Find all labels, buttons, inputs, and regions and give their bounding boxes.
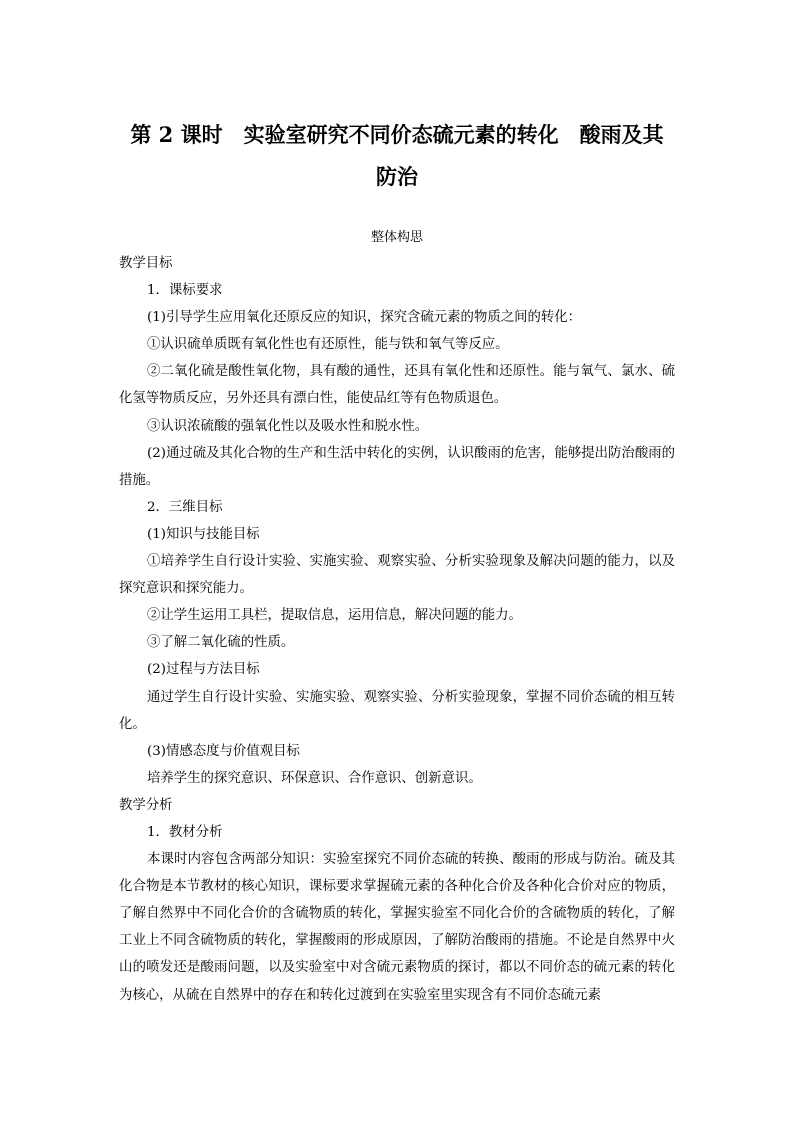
paragraph: 通过学生自行设计实验、实施实验、观察实验、分析实验现象，掌握不同价态硫的相互转化。 — [119, 689, 675, 732]
paragraph: ③认识浓硫酸的强氧化性以及吸水性和脱水性。 — [147, 418, 429, 434]
paragraph: (2)过程与方法目标 — [147, 662, 260, 678]
lesson-title-line-1: 第 2 课时 实验室研究不同价态硫元素的转化 酸雨及其 — [130, 122, 664, 147]
paragraph: ①培养学生自行设计实验、实施实验、观察实验、分析实验现象及解决问题的能力，以及探究意识和探究能力。 — [119, 554, 675, 597]
section-subtitle: 整体构思 — [370, 230, 423, 245]
section-heading-teaching-analysis: 教学分析 — [119, 797, 173, 813]
paragraph: (1)引导学生应用氧化还原反应的知识，探究含硫元素的物质之间的转化： — [147, 310, 582, 326]
lesson-title-line-2: 防治 — [376, 164, 418, 189]
subheading-textbook-analysis: 1．教材分析 — [147, 824, 223, 840]
paragraph: ②二氧化硫是酸性氧化物，具有酸的通性，还具有氧化性和还原性。能与氧气、氯水、硫化氢等物质反应，另外还具有漂白性，能使品红等有色物质退色。 — [119, 364, 675, 407]
paragraph: (3)情感态度与价值观目标 — [147, 743, 300, 759]
subheading-curriculum-requirements: 1．课标要求 — [147, 283, 223, 299]
lesson-title — [112, 114, 682, 198]
document-body — [119, 250, 675, 1009]
paragraph: (1)知识与技能目标 — [147, 526, 260, 542]
paragraph: ①认识硫单质既有氧化性也有还原性，能与铁和氧气等反应。 — [147, 337, 509, 353]
paragraph: 培养学生的探究意识、环保意识、合作意识、创新意识。 — [147, 770, 482, 786]
subheading-three-dimensional-goals: 2．三维目标 — [147, 499, 223, 515]
section-heading-teaching-goals: 教学目标 — [119, 256, 173, 271]
paragraph: (2)通过硫及其化合物的生产和生活中转化的实例，认识酸雨的危害，能够提出防治酸雨的措施。 — [119, 445, 675, 488]
paragraph: ②让学生运用工具栏，提取信息，运用信息，解决问题的能力。 — [147, 608, 522, 624]
paragraph: ③了解二氧化硫的性质。 — [147, 635, 295, 651]
paragraph: 本课时内容包含两部分知识：实验室探究不同价态硫的转换、酸雨的形成与防治。硫及其化合物是本节教材的核心知识，课标要求掌握硫元素的各种化合价及各种化合价对应的物质，了解自然界中不同化合价的含硫物质的转化，掌握实验室不同化合价的含硫物质的转化，了解工业上不同含硫物质的转化，掌握酸雨的形成原因，了解防治酸雨的措施。不论是自然界中火山的喷发还是酸雨问题，以及实验室中对含硫元素物质的探讨，都以不同价态的硫元素的转化为核心，从硫在自然界中的存在和转化过渡到在实验室里实现含有不同价态硫元素 — [119, 852, 675, 1003]
